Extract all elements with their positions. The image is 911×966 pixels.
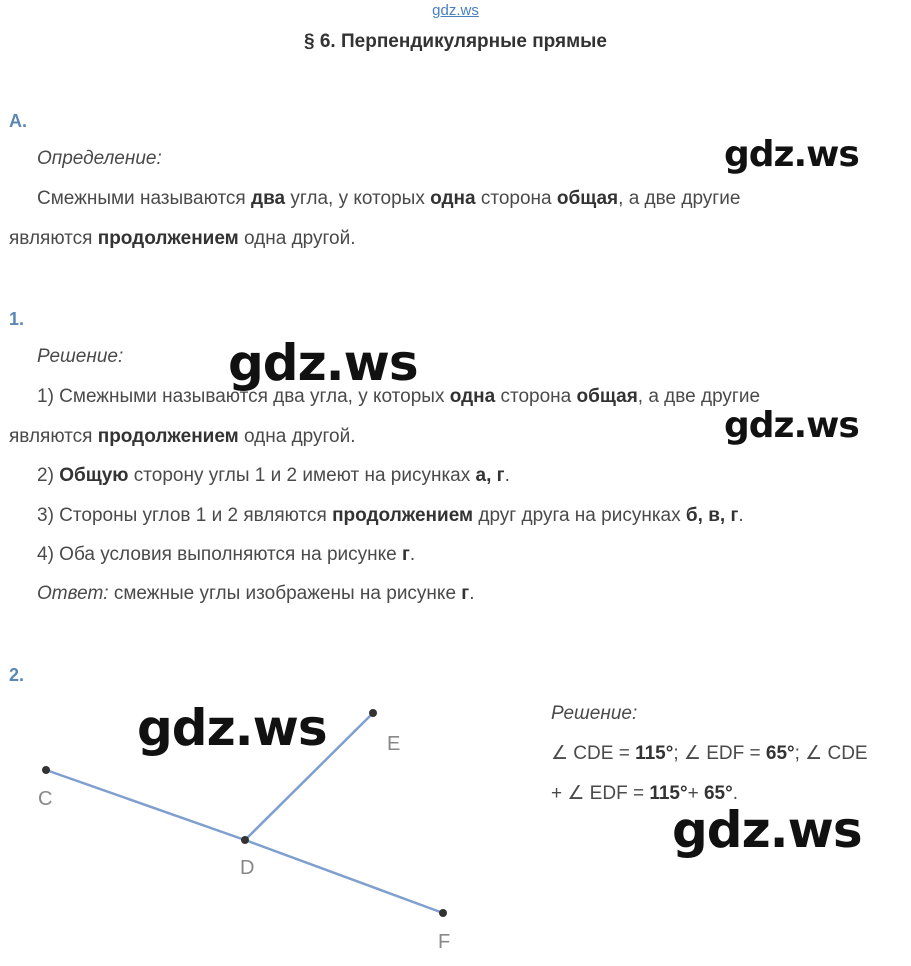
watermark-2: gdz.ws	[228, 334, 418, 392]
watermark-3: gdz.ws	[724, 405, 859, 446]
section-a-line-2: являются продолжением одна другой.	[9, 228, 356, 249]
solution-step-4: 4) Оба условия выполняются на рисунке г.	[37, 544, 416, 565]
answer-line: Ответ: смежные углы изображены на рисунке г.	[37, 583, 475, 604]
ray-dc	[46, 770, 245, 840]
watermark-1: gdz.ws	[724, 134, 859, 175]
point-e	[369, 709, 377, 717]
section-2-line-2: + ∠ EDF = 115°+ 65°.	[551, 783, 738, 804]
section-2-label: 2.	[9, 665, 25, 685]
point-c	[42, 766, 50, 774]
watermark-5: gdz.ws	[672, 801, 862, 859]
point-label-f: F	[438, 931, 451, 953]
point-d	[241, 836, 249, 844]
section-a-line-1: Смежными называются два угла, у которых одна сторона общая, а две другие	[37, 188, 741, 209]
point-label-d: D	[240, 857, 255, 879]
point-label-c: C	[38, 788, 53, 810]
watermark-4: gdz.ws	[137, 699, 327, 757]
solution-step-3: 3) Стороны углов 1 и 2 являются продолжением друг друга на рисунках б, в, г.	[37, 505, 744, 526]
header-watermark: gdz.ws	[432, 2, 479, 19]
point-label-e: E	[387, 733, 401, 755]
section-2-subtitle: Решение:	[551, 703, 638, 724]
section-1-label: 1.	[9, 309, 25, 329]
solution-step-2: 2) Общую сторону углы 1 и 2 имеют на рисунках а, г.	[37, 465, 510, 486]
solution-step-1-line-2: являются продолжением одна другой.	[9, 426, 356, 447]
solution-step-1-line-1: 1) Смежными называются два угла, у которых одна сторона общая, а две другие	[37, 386, 761, 407]
section-a-label: А.	[9, 111, 27, 131]
section-a-subtitle: Определение:	[37, 148, 162, 169]
section-2-line-1: ∠ CDE = 115°; ∠ EDF = 65°; ∠ CDE	[551, 743, 868, 764]
section-1-subtitle: Решение:	[37, 346, 124, 367]
page-title: § 6. Перпендикулярные прямые	[304, 31, 607, 52]
ray-df	[245, 840, 443, 913]
point-f	[439, 909, 447, 917]
